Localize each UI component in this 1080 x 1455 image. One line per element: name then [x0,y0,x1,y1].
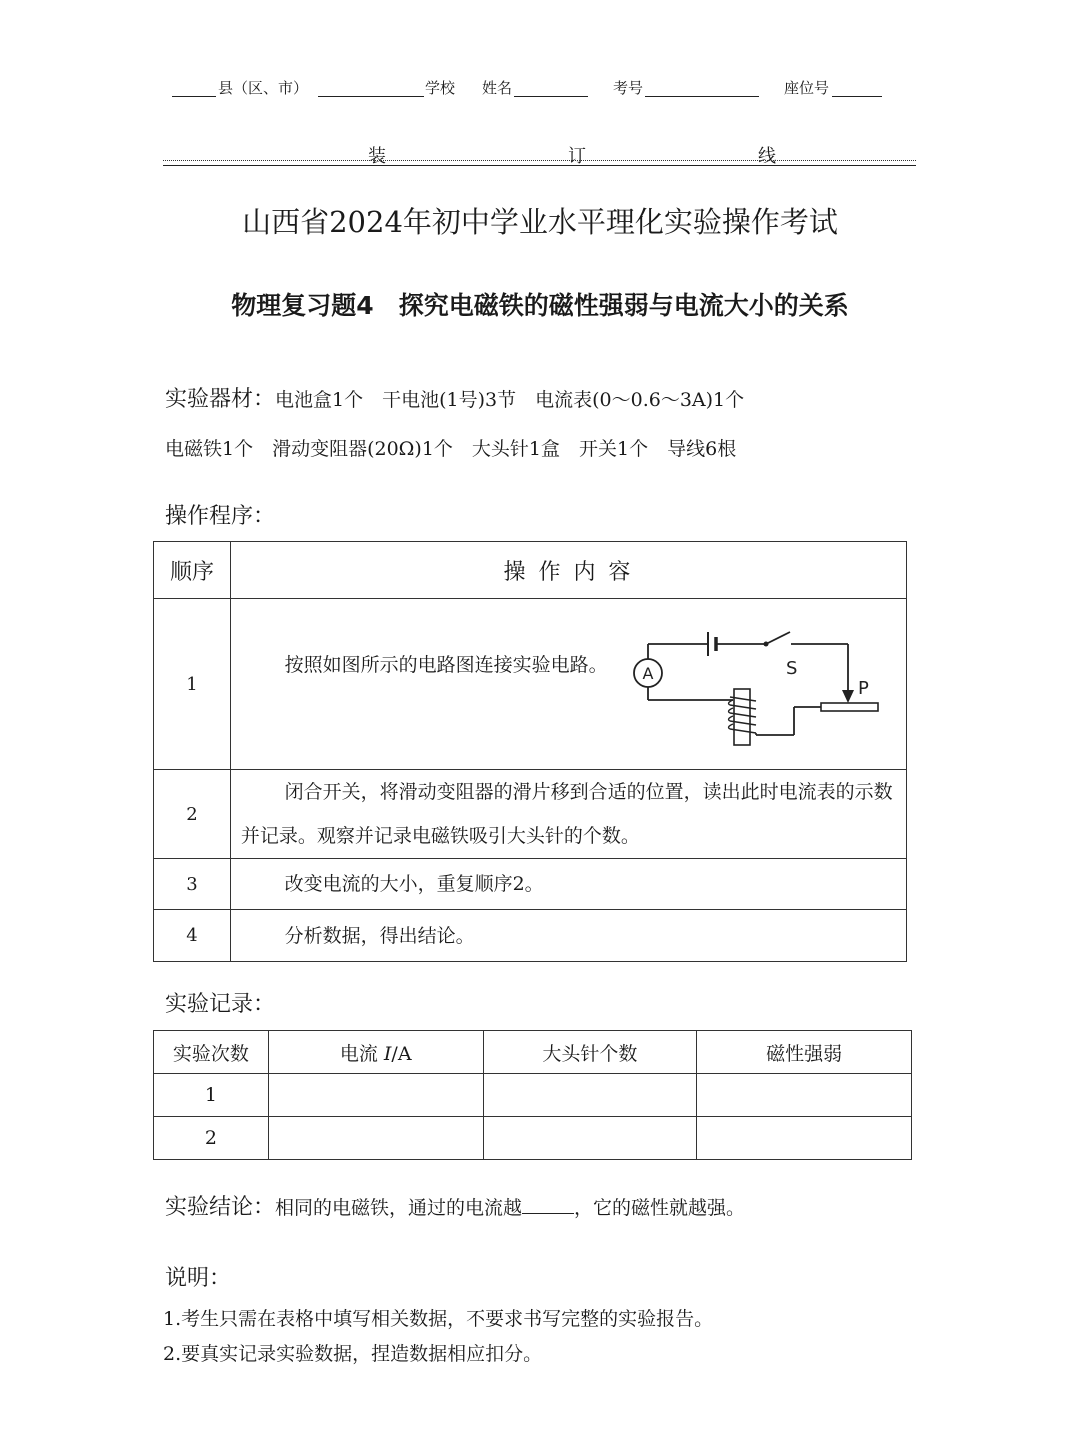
seat-no-label: 座位号 [784,79,830,97]
binding-char-3: 线 [758,146,776,167]
slider-label: P [857,678,869,699]
slider-arrow-icon [842,690,854,703]
binding-char-1: 装 [368,146,386,167]
pins-cell[interactable] [483,1117,697,1160]
record-header-row [154,1031,912,1074]
electromagnet-icon [728,689,755,745]
col-trial-header: 实验次数 [154,1031,269,1074]
record-table [153,1030,912,1160]
step-text: 分析数据，得出结论。 [284,924,475,947]
school-label: 学校 [425,79,456,97]
table-row [154,859,907,910]
note-item-2: 2.要真实记录实验数据，捏造数据相应扣分。 [163,1343,543,1365]
page-subtitle: 物理复习题4 探究电磁铁的磁性强弱与电流大小的关系 [231,291,849,320]
name-label: 姓名 [482,79,513,97]
col-pins-header: 大头针个数 [483,1031,697,1074]
step-content [230,599,906,770]
binding-dotted-line [163,160,916,161]
table-row [154,910,907,962]
exam-no-blank[interactable] [645,96,759,97]
col-current-header [268,1031,483,1074]
trial-number: 1 [154,1074,269,1117]
ammeter-label: A [642,664,654,683]
rheostat-icon [821,703,878,711]
school-blank[interactable] [318,96,424,97]
conclusion-text-before: 相同的电磁铁，通过的电流越 [275,1197,523,1219]
name-blank[interactable] [514,96,588,97]
procedure-label: 操作程序： [165,504,276,529]
conclusion-line [165,1190,745,1221]
step-number: 2 [154,770,231,859]
current-unit: /A [391,1042,412,1065]
conclusion-label: 实验结论： [165,1195,276,1220]
col-order-header: 顺序 [154,542,231,599]
step-text: 按照如图所示的电路图连接实验电路。 [284,654,608,676]
conclusion-blank[interactable] [522,1195,574,1214]
procedure-header-row [154,542,907,599]
exam-no-label: 考号 [613,79,644,97]
step-content [230,770,906,859]
table-row [154,599,907,770]
current-cell[interactable] [268,1074,483,1117]
record-label: 实验记录： [165,992,276,1017]
county-label: 县（区、市） [218,79,309,97]
procedure-table [153,541,907,962]
binding-char-2: 订 [568,146,586,167]
page-title: 山西省2024年初中学业水平理化实验操作考试 [242,205,838,239]
note-item-1: 1.考生只需在表格中填写相关数据，不要求书写完整的实验报告。 [163,1308,714,1330]
col-strength-header: 磁性强弱 [697,1031,912,1074]
seat-no-blank[interactable] [832,96,882,97]
table-row [154,770,907,859]
circuit-diagram [626,617,886,757]
switch-blade-icon [766,632,790,644]
conclusion-text-after: ，它的磁性就越强。 [574,1197,746,1219]
materials-line-1 [165,382,744,413]
step-number: 3 [154,859,231,910]
step-text: 改变电流的大小，重复顺序2。 [284,873,544,895]
materials-text-1: 电池盒1个 干电池(1号)3节 电流表(0～0.6～3A)1个 [275,389,745,411]
strength-cell[interactable] [697,1074,912,1117]
step-number: 4 [154,910,231,962]
materials-label: 实验器材： [165,387,276,412]
step-text: 闭合开关，将滑动变阻器的滑片移到合适的位置，读出此时电流表的示数并记录。观察并记录电磁铁吸引大头针的个数。 [240,781,893,847]
materials-line-2: 电磁铁1个 滑动变阻器(20Ω)1个 大头针1盒 开关1个 导线6根 [165,438,737,460]
switch-label: S [785,658,798,679]
current-cell[interactable] [268,1117,483,1160]
step-content [230,859,906,910]
strength-cell[interactable] [697,1117,912,1160]
table-row [154,1074,912,1117]
trial-number: 2 [154,1117,269,1160]
binding-solid-line [163,165,916,166]
col-content-header: 操 作 内 容 [230,542,906,599]
step-content [230,910,906,962]
notes-label: 说明： [165,1266,232,1291]
current-label: 电流 [339,1042,378,1065]
table-row [154,1117,912,1160]
current-symbol: I [383,1042,392,1065]
step-number: 1 [154,599,231,770]
pins-cell[interactable] [483,1074,697,1117]
county-blank[interactable] [172,96,216,97]
